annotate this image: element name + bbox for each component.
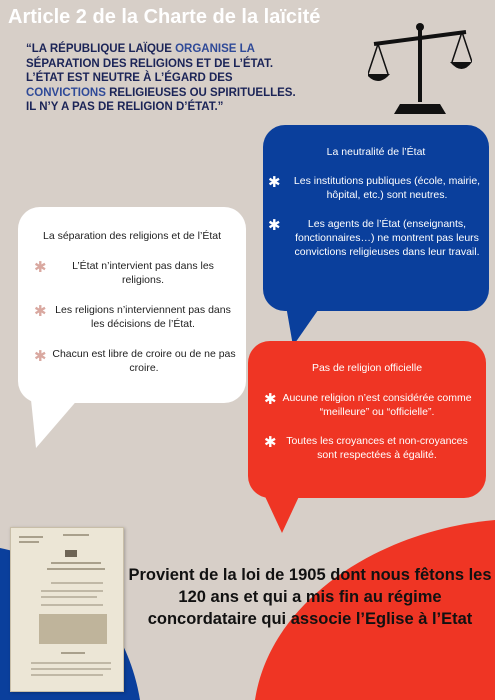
snowflake-bullet-icon: ✱: [264, 434, 277, 451]
page-title: Article 2 de la Charte de la laïcité: [8, 6, 321, 28]
snowflake-bullet-icon: ✱: [34, 348, 47, 365]
neutralite-title: La neutralité de l’État: [326, 146, 426, 158]
separation-title: La séparation des religions et de l’État: [42, 230, 222, 242]
officielle-item: Toutes les croyances et non-croyances sont respectées à égalité.: [286, 435, 468, 461]
officielle-bubble: [248, 341, 486, 498]
snowflake-bullet-icon: ✱: [34, 259, 47, 276]
officielle-title: Pas de religion officielle: [311, 362, 423, 374]
snowflake-bullet-icon: ✱: [264, 391, 277, 408]
separation-item: Chacun est libre de croire ou de ne pas croire.: [52, 348, 236, 374]
scales-of-justice-icon: [368, 20, 472, 120]
law-document-image: [10, 527, 124, 692]
neutralite-bubble: [263, 125, 489, 311]
separation-item: L’État n’intervient pas dans les religions.: [72, 260, 214, 286]
charter-quote: “LA RÉPUBLIQUE LAÏQUE ORGANISE LA SÉPARATION DES RELIGIONS ET DE L’ÉTAT. L’ÉTAT EST NEUTRE À L’ÉGARD DES CONVICTIONS RELIGIEUSES OU SPIRITUELLES. IL N’Y A PAS DE RELIGION D’ÉTAT.”: [26, 43, 296, 113]
separation-item: Les religions n’interviennent pas dans les décisions de l’État.: [55, 304, 231, 330]
separation-bubble: [18, 207, 246, 403]
footer-text: Provient de la loi de 1905 dont nous fêtons les 120 ans et qui a mis fin au régime concordataire qui associe l’Eglise à l’Etat: [128, 566, 492, 628]
officielle-item: Aucune religion n’est considérée comme “meilleure” ou “officielle”.: [282, 392, 472, 418]
snowflake-bullet-icon: ✱: [34, 303, 47, 320]
neutralite-item: Les institutions publiques (école, mairie, hôpital, etc.) sont neutres.: [293, 175, 481, 201]
snowflake-bullet-icon: ✱: [268, 217, 281, 234]
neutralite-item: Les agents de l’État (enseignants, fonctionnaires…) ne montrent pas leurs convictions religieuses dans leur travail.: [294, 218, 480, 258]
snowflake-bullet-icon: ✱: [268, 174, 281, 191]
